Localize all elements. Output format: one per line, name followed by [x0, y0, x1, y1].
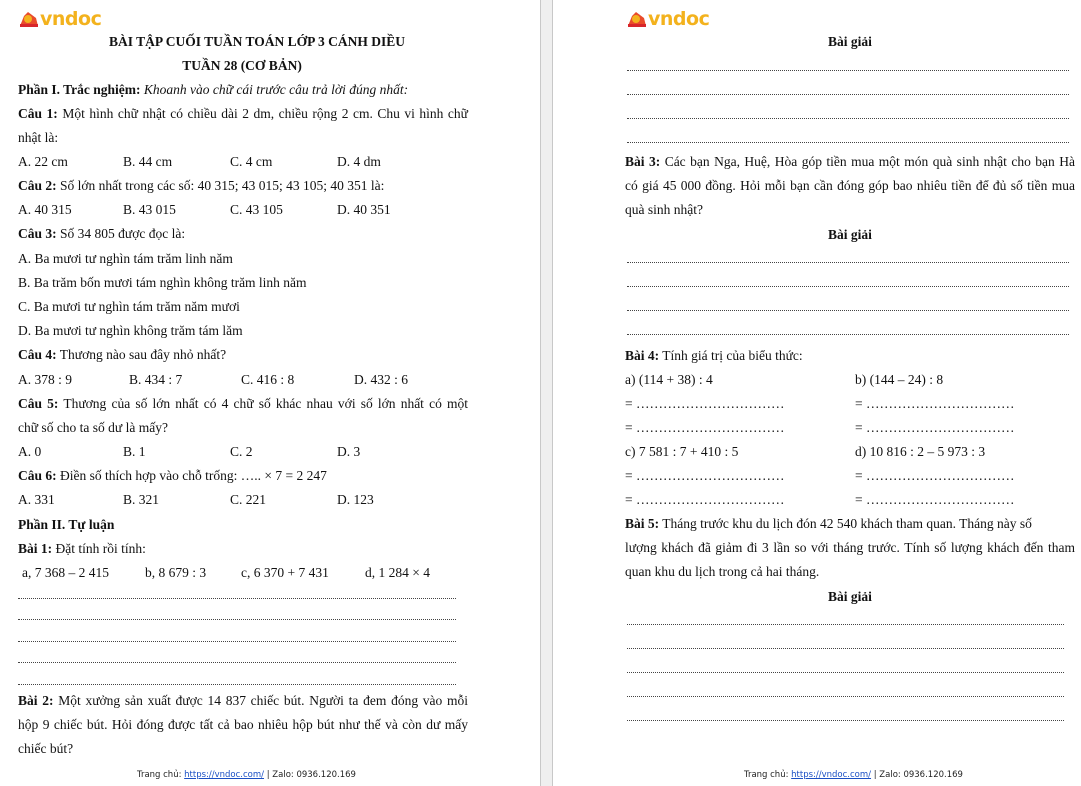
page-separator — [540, 0, 553, 786]
b1-item-c: c, 6 370 + 7 431 — [241, 565, 329, 580]
answer-line — [627, 648, 1064, 649]
answer-line — [18, 598, 456, 599]
q5-option-a: A. 0 — [18, 444, 42, 459]
q4-text: Câu 4: Thương nào sau đây nhỏ nhất? — [18, 347, 227, 362]
b4-expr-a: a) (114 + 38) : 4 — [625, 372, 713, 387]
b4-expr-c: c) 7 581 : 7 + 410 : 5 — [625, 444, 739, 459]
page-2 — [553, 0, 1081, 786]
blank-line: = …………………………… — [625, 492, 785, 507]
footer-link[interactable]: https://vndoc.com/ — [791, 770, 872, 780]
q3-text: Câu 3: Số 34 805 được đọc là: — [18, 226, 186, 241]
q3-option-c: C. Ba mươi tư nghìn tám trăm năm mươi — [18, 299, 240, 314]
answer-line — [627, 286, 1069, 287]
b3-text: Bài 3: Các bạn Nga, Huệ, Hòa góp tiền mua một món quà sinh nhật cho bạn Hà — [625, 154, 1076, 169]
q2-option-b: B. 43 015 — [123, 202, 176, 217]
footer: Trang chủ: https://vndoc.com/ | Zalo: 0936.120.169 — [744, 770, 963, 780]
b4-text: Bài 4: Tính giá trị của biểu thức: — [625, 348, 803, 363]
q5-option-b: B. 1 — [123, 444, 146, 459]
blank-line: = …………………………… — [855, 396, 1015, 411]
q4-option-c: C. 416 : 8 — [241, 372, 295, 387]
answer-line — [18, 684, 456, 685]
b1-text: Bài 1: Đặt tính rồi tính: — [18, 541, 146, 556]
q6-option-a: A. 331 — [18, 492, 55, 507]
q3-option-d: D. Ba mươi tư nghìn không trăm tám lăm — [18, 323, 243, 338]
blank-line: = …………………………… — [855, 468, 1015, 483]
b1-item-d: d, 1 284 × 4 — [365, 565, 430, 580]
q1-text-cont: nhật là: — [18, 130, 59, 145]
b5-text-cont: lượng khách đã giảm đi 3 lần so với tháng trước. Tính số lượng khách đến tham — [625, 540, 1075, 555]
b1-item-a: a, 7 368 – 2 415 — [22, 565, 109, 580]
rooster-icon — [18, 10, 40, 28]
q6-text: Câu 6: Điền số thích hợp vào chỗ trống: ….. × 7 = 2 247 — [18, 468, 327, 483]
blank-line: = …………………………… — [625, 420, 785, 435]
b5-text: Bài 5: Tháng trước khu du lịch đón 42 540 khách tham quan. Tháng này số — [625, 516, 1032, 531]
answer-line — [627, 720, 1064, 721]
blank-line: = …………………………… — [855, 420, 1015, 435]
q1-option-c: C. 4 cm — [230, 154, 273, 169]
part2-heading: Phần II. Tự luận — [18, 517, 115, 532]
q1-text: Câu 1: Một hình chữ nhật có chiều dài 2 dm, chiều rộng 2 cm. Chu vi hình chữ — [18, 106, 468, 121]
solution-heading: Bài giải — [828, 227, 872, 242]
answer-line — [627, 672, 1064, 673]
blank-line: = …………………………… — [625, 468, 785, 483]
q6-option-b: B. 321 — [123, 492, 160, 507]
q5-option-c: C. 2 — [230, 444, 253, 459]
b5-text-end: quan khu du lịch trong cả hai tháng. — [625, 564, 820, 579]
b2-text-cont: hộp 9 chiếc bút. Hỏi đóng được tất cả bao nhiêu hộp bút như thế và còn dư mấy — [18, 717, 468, 732]
part1-heading: Phần I. Trắc nghiệm: Khoanh vào chữ cái trước câu trả lời đúng nhất: — [18, 82, 409, 97]
q5-text-cont: chữ số cho ta số dư là mấy? — [18, 420, 168, 435]
q2-text: Câu 2: Số lớn nhất trong các số: 40 315; 43 015; 43 105; 40 351 là: — [18, 178, 385, 193]
footer-link[interactable]: https://vndoc.com/ — [184, 770, 265, 780]
q2-option-a: A. 40 315 — [18, 202, 72, 217]
b3-text-cont: có giá 45 000 đồng. Hỏi mỗi bạn cần đóng góp bao nhiêu tiền để đủ số tiền mua — [625, 178, 1075, 193]
vndoc-logo: vndoc — [626, 9, 709, 29]
page-1 — [0, 0, 540, 786]
answer-line — [18, 662, 456, 663]
q5-option-d: D. 3 — [337, 444, 361, 459]
answer-line — [627, 310, 1069, 311]
answer-line — [627, 94, 1069, 95]
solution-heading: Bài giải — [828, 589, 872, 604]
q4-option-d: D. 432 : 6 — [354, 372, 408, 387]
solution-heading: Bài giải — [828, 34, 872, 49]
answer-line — [627, 624, 1064, 625]
answer-line — [627, 334, 1069, 335]
q1-option-d: D. 4 dm — [337, 154, 381, 169]
b1-item-b: b, 8 679 : 3 — [145, 565, 207, 580]
q3-option-b: B. Ba trăm bốn mươi tám nghìn không trăm linh năm — [18, 275, 307, 290]
answer-line — [18, 619, 456, 620]
footer: Trang chủ: https://vndoc.com/ | Zalo: 0936.120.169 — [137, 770, 356, 780]
q4-option-b: B. 434 : 7 — [129, 372, 183, 387]
q6-option-c: C. 221 — [230, 492, 267, 507]
q1-option-a: A. 22 cm — [18, 154, 68, 169]
q3-option-a: A. Ba mươi tư nghìn tám trăm linh năm — [18, 251, 233, 266]
b4-expr-b: b) (144 – 24) : 8 — [855, 372, 944, 387]
b3-text-end: quà sinh nhật? — [625, 202, 703, 217]
answer-line — [18, 641, 456, 642]
vndoc-logo: vndoc — [18, 9, 101, 29]
q4-option-a: A. 378 : 9 — [18, 372, 72, 387]
answer-line — [627, 142, 1069, 143]
q5-text: Câu 5: Thương của số lớn nhất có 4 chữ số khác nhau với số lớn nhất có một — [18, 396, 468, 411]
blank-line: = …………………………… — [625, 396, 785, 411]
answer-line — [627, 118, 1069, 119]
b2-text: Bài 2: Một xưởng sản xuất được 14 837 chiếc bút. Người ta đem đóng vào mỗi — [18, 693, 469, 708]
document-title: BÀI TẬP CUỐI TUẦN TOÁN LỚP 3 CÁNH DIỀU — [108, 34, 406, 49]
answer-line — [627, 70, 1069, 71]
rooster-icon — [626, 10, 648, 28]
answer-line — [627, 262, 1069, 263]
blank-line: = …………………………… — [855, 492, 1015, 507]
q2-option-c: C. 43 105 — [230, 202, 283, 217]
q1-option-b: B. 44 cm — [123, 154, 173, 169]
q6-option-d: D. 123 — [337, 492, 374, 507]
b4-expr-d: d) 10 816 : 2 – 5 973 : 3 — [855, 444, 986, 459]
answer-line — [627, 696, 1064, 697]
document-subtitle: TUẦN 28 (CƠ BẢN) — [182, 58, 302, 73]
q2-option-d: D. 40 351 — [337, 202, 391, 217]
b2-text-end: chiếc bút? — [18, 741, 74, 756]
